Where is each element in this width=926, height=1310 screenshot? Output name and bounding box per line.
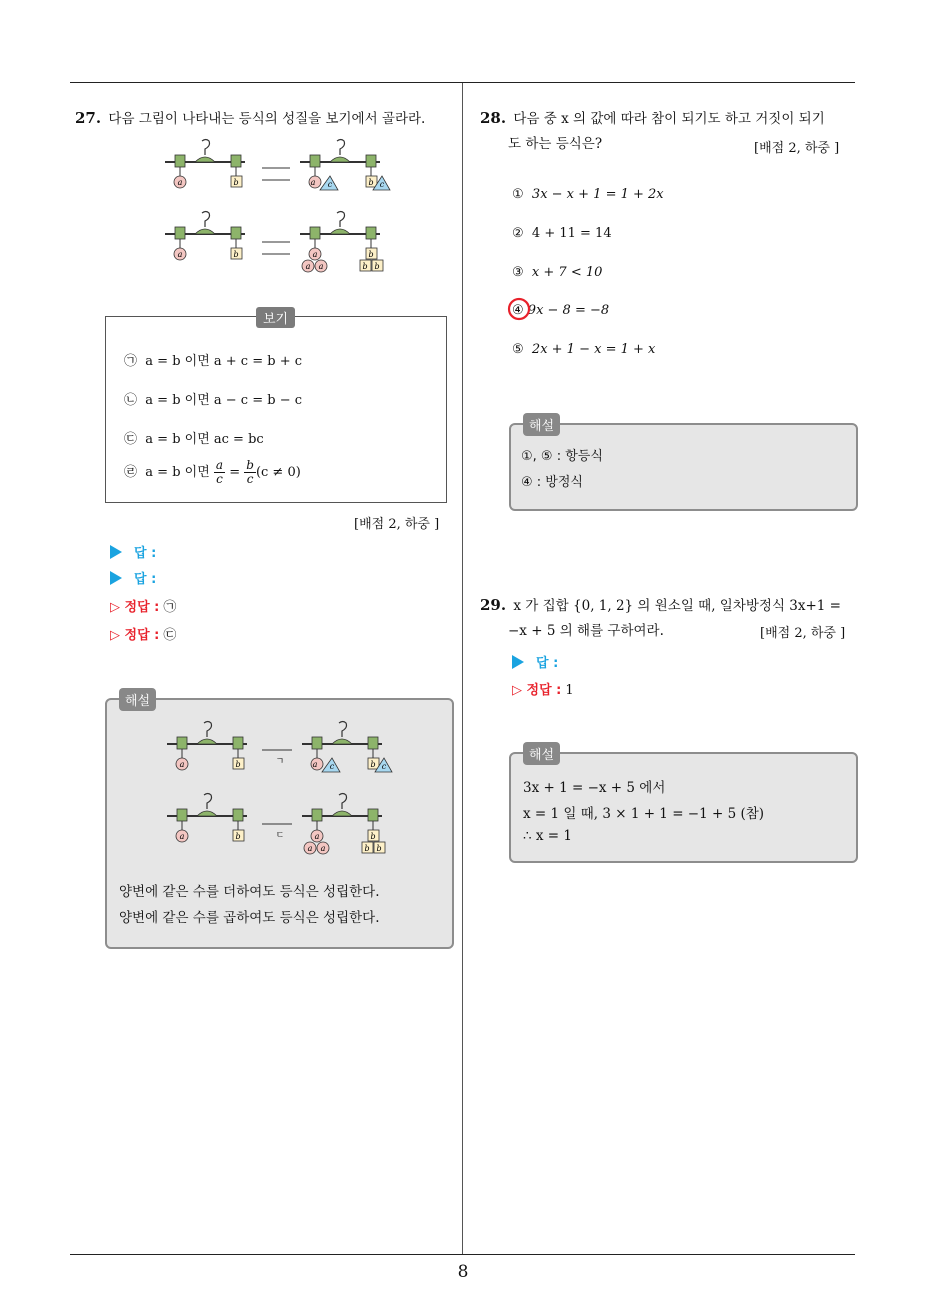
fig-label: a [310,178,316,187]
q27-correct-1: ▷ 정답 : ㉠ [110,600,177,615]
q28-choice-5[interactable]: ⑤ 2x + 1 − x = 1 + x [512,342,656,357]
fig-label: b [235,760,241,769]
play-triangle-icon [110,571,122,585]
q27-explanation-hanger-svg [162,720,402,860]
bogi-title: 보기 [256,307,295,328]
fig-mark: ㄱ [275,757,285,767]
fig-label: a [318,262,324,271]
q27-hanger-svg [160,138,400,278]
fig-label: a [312,760,318,769]
fig-label: a [305,262,311,271]
fig-label: a [307,844,313,853]
fig-label: a [312,250,318,259]
column-divider [462,83,463,1255]
fig-label: b [374,262,380,271]
fig-label: b [364,844,370,853]
q27-bogi-box [105,312,447,503]
fig-label: b [233,250,239,259]
q28-question-line2: 도 하는 등식은? [508,136,603,152]
play-triangle-icon [110,545,122,559]
fig-label: a [177,178,183,187]
q27-answer-2[interactable]: 답 : [110,568,160,587]
fig-label: a [177,250,183,259]
q27-number: 27. [75,109,102,127]
q27-correct-2: ▷ 정답 : ㉢ [110,628,177,643]
q28-explanation-box [509,419,858,511]
q27-question-text: 다음 그림이 나타내는 등식의 성질을 보기에서 골라라. [108,111,426,127]
explanation-line: 양변에 같은 수를 더하여도 등식은 성립한다. [119,884,380,900]
fig-label: c [327,180,333,189]
q28-choice-2[interactable]: ② 4 + 11 = 14 [512,226,612,241]
outline-triangle-icon: ▷ [512,683,522,698]
q29-question-line1: x 가 집합 {0, 1, 2} 의 원소일 때, 일차방정식 3x+1 = [513,598,841,614]
q29-explanation-box [509,748,858,863]
fraction: $\frac{a}{c}$ [215,458,224,486]
bogi-item: ㉡ a = b 이면 a − c = b − c [124,393,302,408]
explanation-line: 3x + 1 = −x + 5 에서 [523,780,666,796]
fig-label: b [233,178,239,187]
outline-triangle-icon: ▷ [110,600,120,615]
q27-question [75,106,460,132]
q28-number: 28. [480,109,507,127]
q29-question-line2: −x + 5 의 해를 구하여라. [508,623,664,639]
q28-score: [배점 2, 하중 ] [754,141,840,156]
fig-label: b [362,262,368,271]
fig-label: a [314,832,320,841]
q27-figure [160,138,400,278]
bogi-item: ㉣ a = b 이면 $\frac{a}{c}$ = $\frac{b}{c}$ (c ≠ 0) [124,458,301,486]
bogi-item: ㉠ a = b 이면 a + c = b + c [124,354,302,369]
explanation-title: 해설 [523,742,560,765]
explanation-line: ①, ⑤ : 항등식 [521,449,603,464]
fig-mark: ㄷ [275,831,285,841]
explanation-line: ∴ x = 1 [523,828,572,844]
q28-choice-1[interactable]: ① 3x − x + 1 = 1 + 2x [512,187,664,202]
red-circle-icon [507,297,531,321]
fig-label: c [329,762,335,771]
q29-answer[interactable]: 답 : [512,652,562,671]
footer-rule [70,1254,855,1255]
q29-number: 29. [480,596,507,614]
q28-choice-3[interactable]: ③ x + 7 < 10 [512,265,603,280]
explanation-line: ④ : 방정식 [521,475,583,490]
fig-label: a [320,844,326,853]
fig-label: a [179,832,185,841]
selected-choice-mark: ④ [512,303,528,318]
fig-label: b [370,832,376,841]
q29-correct: ▷ 정답 : 1 [512,683,574,698]
fig-label: b [368,250,374,259]
fraction: $\frac{b}{c}$ [246,458,254,486]
fig-label: c [379,180,385,189]
explanation-line: x = 1 일 때, 3 × 1 + 1 = −1 + 5 (참) [523,806,765,822]
bogi-item: ㉢ a = b 이면 ac = bc [124,432,264,447]
fig-label: b [370,760,376,769]
q28-choice-4[interactable]: ④ 9x − 8 = −8 [512,303,609,318]
fig-label: b [376,844,382,853]
play-triangle-icon [512,655,524,669]
explanation-title: 해설 [523,413,560,436]
fig-label: b [368,178,374,187]
fig-label: c [381,762,387,771]
outline-triangle-icon: ▷ [110,628,120,643]
page-number: 8 [457,1262,469,1282]
explanation-line: 양변에 같은 수를 곱하여도 등식은 성립한다. [119,910,380,926]
fig-label: b [235,832,241,841]
q27-explanation-figure [162,720,402,860]
q27-score: [배점 2, 하중 ] [354,517,440,532]
q27-explanation-box [105,694,454,949]
explanation-title: 해설 [119,688,156,711]
q29-score: [배점 2, 하중 ] [760,626,846,641]
q27-answer-1[interactable]: 답 : [110,542,160,561]
fig-label: a [179,760,185,769]
q28-question-line1: 다음 중 x 의 값에 따라 참이 되기도 하고 거짓이 되기 [513,111,825,127]
